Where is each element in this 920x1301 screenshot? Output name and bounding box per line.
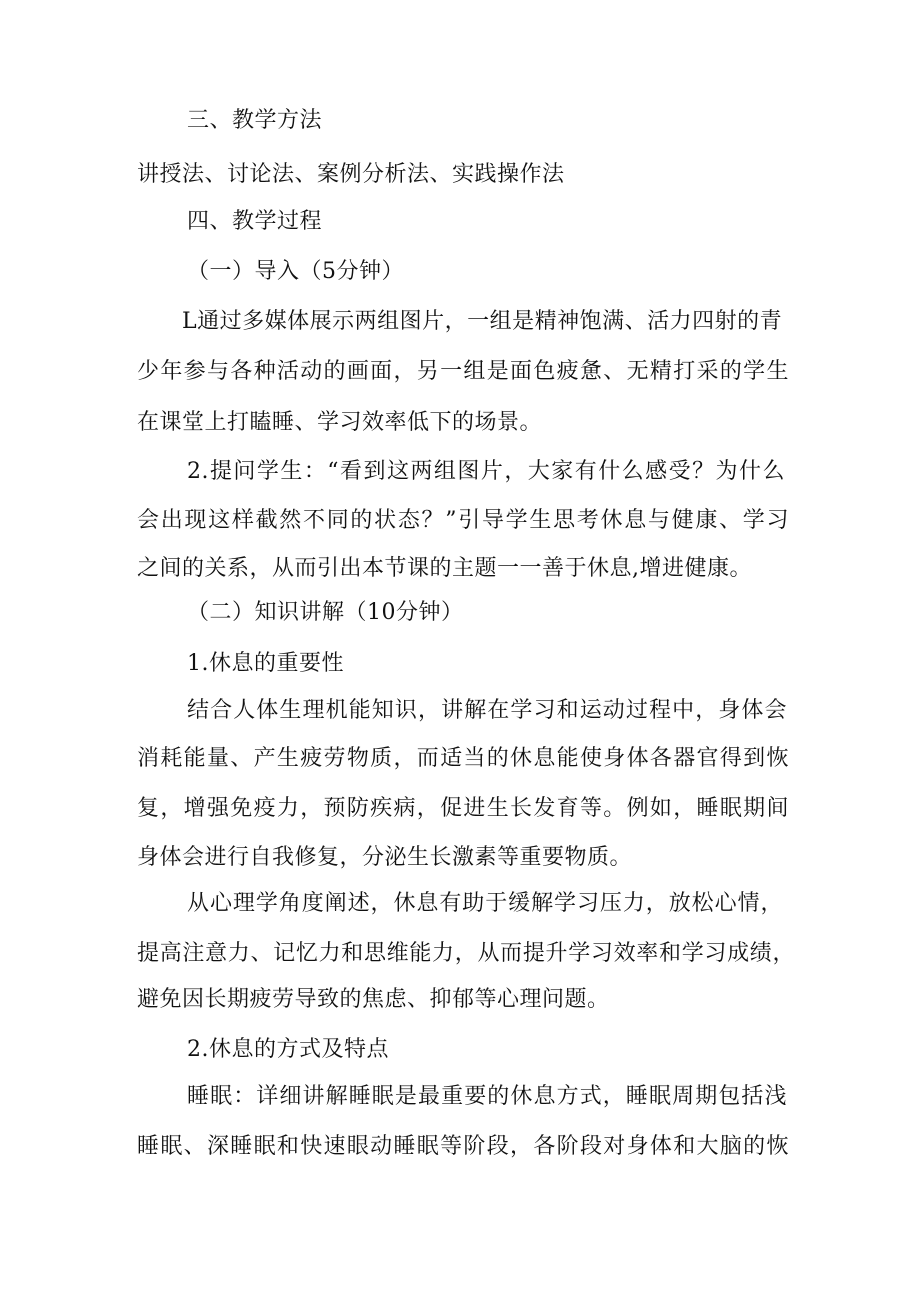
paragraph-line: 少年参与各种活动的画面，另一组是面色疲惫、无精打采的学生 xyxy=(137,359,789,384)
heading-teaching-process: 四、教学过程 xyxy=(187,209,323,234)
paragraph-line: 睡眠：详细讲解睡眠是最重要的休息方式，睡眠周期包括浅 xyxy=(187,1084,787,1109)
subheading-rest-methods: 2.休息的方式及特点 xyxy=(187,1037,389,1062)
subheading-importance-of-rest: 1.休息的重要性 xyxy=(187,651,344,676)
paragraph-line: 之间的关系，从而引出本节课的主题一一善于休息,增进健康。 xyxy=(137,556,752,581)
paragraph-line: L通过多媒体展示两组图片，一组是精神饱满、活力四射的青 xyxy=(182,309,783,334)
paragraph-line: 复，增强免疫力，预防疾病，促进生长发育等。例如，睡眠期间 xyxy=(137,796,789,821)
methods-text: 讲授法、讨论法、案例分析法、实践操作法 xyxy=(137,162,565,187)
subheading-introduction: （一）导入（5分钟） xyxy=(187,259,404,284)
paragraph-line: 身体会进行自我修复，分泌生长激素等重要物质。 xyxy=(137,845,633,870)
paragraph-line: 会出现这样截然不同的状态？”引导学生思考休息与健康、学习 xyxy=(137,508,789,533)
paragraph-line: 避免因长期疲劳导致的焦虑、抑郁等心理问题。 xyxy=(137,987,610,1012)
paragraph-line: 从心理学角度阐述，休息有助于缓解学习压力，放松心情， xyxy=(187,891,783,916)
subheading-knowledge: （二）知识讲解（10分钟） xyxy=(187,600,464,625)
paragraph-line: 在课堂上打瞌睡、学习效率低下的场景。 xyxy=(137,410,543,435)
paragraph-line: 提高注意力、记忆力和思维能力，从而提升学习效率和学习成绩， xyxy=(137,941,795,966)
paragraph-line: 结合人体生理机能知识，讲解在学习和运动过程中，身体会 xyxy=(187,698,787,723)
paragraph-line: 睡眠、深睡眠和快速眼动睡眠等阶段，各阶段对身体和大脑的恢 xyxy=(137,1134,789,1159)
heading-teaching-methods: 三、教学方法 xyxy=(187,108,323,133)
paragraph-line: 2.提问学生：“看到这两组图片，大家有什么感受？为什么 xyxy=(187,459,785,484)
paragraph-line: 消耗能量、产生疲劳物质，而适当的休息能使身体各器官得到恢 xyxy=(137,746,789,771)
